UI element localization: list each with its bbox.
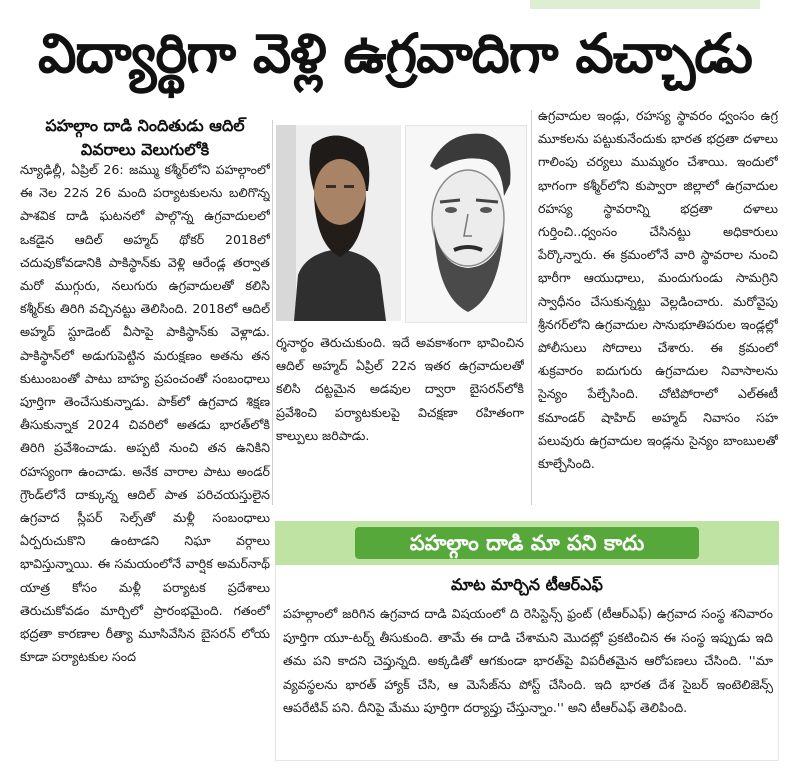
box-subtitle: మాట మార్చిన టీఆర్ఎఫ్: [451, 575, 603, 594]
column-divider-left: [272, 120, 273, 505]
middle-column-body: ర్శనార్థం తెరుచుకుంది. ఇదే అవకాశంగా భావించిన ఆదిల్ అహ్మద్ ఏప్రిల్ 22న ఇతర ఉగ్రవాదులతో కలిసి దట్టమైన అడవుల ద్వారా బైసరన్‌లోకి ప్రవేశించి పర్యాటకులపై విచక్షణా రహితంగా కాల్పులు జరిపాడు.: [276, 335, 524, 443]
middle-column: [276, 331, 524, 501]
bearded-man-photo-icon: [276, 125, 401, 321]
column-divider-right: [531, 110, 532, 505]
box-title: పహల్గాం దాడి మా పని కాదు: [355, 527, 699, 559]
suspect-photo: [276, 125, 401, 321]
top-strip: [0, 0, 790, 12]
left-subheadline: పహల్గాం దాడి నిందితుడు ఆదిల్ వివరాలు వెలుగులోకి: [45, 116, 245, 159]
right-column: [538, 104, 778, 499]
bearded-man-sketch-icon: [406, 126, 526, 322]
box-body: పహల్గాంలో జరిగిన ఉగ్రవాద దాడి విషయంలో ది రెసిస్టెన్స్ ఫ్రంట్ (టీఆర్ఎఫ్) ఉగ్రవాద సంస్థ శనివారం పూర్తిగా యూ-టర్న్ తీసుకుంది. తామే ఈ దాడి చేశామని మొదట్లో ప్రకటించిన ఈ సంస్థ ఇప్పుడు ఇది తమ పని కాదని చెప్తున్నది. అక్కడితో ఆగకుండా భారత్‌పై విపరీతమైన ఆరోపణలు చేసింది. ''మా వ్యవస్థలను భారత్ హ్యాక్ చేసి, ఆ మెసేజ్‌ను పోస్ట్ చేసింది. ఇది భారత దేశ సైబర్ ఇంటెలిజెన్స్ ఆపరేటివ్ పని. దీనిపై మేము పూర్తిగా దర్యాప్తు చేస్తున్నాం.'' అని టీఆర్ఎఫ్ తెలిపింది.: [283, 606, 773, 716]
top-green-band: [530, 0, 760, 9]
left-column-body: న్యూఢిల్లీ, ఏప్రిల్ 26: జమ్ము కశ్మీర్‌లోని పహల్గాంలో ఈ నెల 22న 26 మంది పర్యాటకులను బలిగొన్న పాశవిక దాడి ఘటనలో పాల్గొన్న ఉగ్రవాదులలో ఒకడైన ఆదిల్ అహ్మద్ థోకర్ 2018లో చదువుకోవడానికి పాకిస్థాన్‌కు వెళ్లి ఆరేండ్ల తర్వాత మరో ముగ్గురు, నలుగురు ఉగ్రవాదులతో కలిసి కశ్మీర్‌కు తిరిగి వచ్చినట్టు తెలిసింది. 2018లో ఆదిల్ అహ్మద్ స్టూడెంట్ వీసాపై పాకిస్థాన్‌కు వెళ్లాడు. పాకిస్థాన్‌లో అడుగుపెట్టిన మరుక్షణం అతను తన కుటుంబంతో పాటు బాహ్య ప్రపంచంతో సంబంధాలు పూర్తిగా తెంచేసుకున్నాడు. పాక్‌లో ఉగ్రవాద శిక్షణ తీసుకున్నాక 2024 చివరిలో అతడు భారత్‌లోకి తిరిగి ప్రవేశించాడు. అప్పటి నుంచి తన ఉనికిని రహస్యంగా ఉంచాడు. అనేక వారాల పాటు అండర్ గ్రౌండ్‌లోనే దాక్కున్న ఆదిల్ పాత పరిచయస్తులైన ఉగ్రవాద స్లీపర్ సెల్స్‌తో మళ్లీ సంబంధాలు ఏర్పరుచుకొని ఉంటాడని నిఘా వర్గాలు భావిస్తున్నాయి. ఈ సమయంలోనే వార్షిక అమర్‌నాథ్ యాత్ర కోసం మళ్లీ పర్యాటక ప్రదేశాలు తెరుచుకోవడం మార్చిలో ప్రారంభమైంది. గతంలో భద్రతా కారణాల రీత్యా మూసివేసిన బైసరన్ లోయ కూడా పర్యాటకుల సంద: [20, 162, 270, 665]
suspect-sketch: [405, 125, 527, 323]
headline: విద్యార్థిగా వెళ్లి ఉగ్రవాదిగా వచ్చాడు: [38, 21, 752, 85]
left-column: [20, 158, 270, 768]
right-column-body: ఉగ్రవాదుల ఇండ్లు, రహస్య స్థావరం ధ్వంసం ఉగ్ర మూకలను పట్టుకునేందుకు భారత భద్రతా దళాలు గాలింపు చర్యలు ముమ్మరం చేశాయి. ఇందులో భాగంగా కశ్మీర్‌లోని కుప్వారా జిల్లాలో ఉగ్రవాదుల రహస్య స్థావరాన్ని భద్రతా దళాలు గుర్తించి..ధ్వంసం చేసినట్టు అధికారులు పేర్కొన్నారు. ఈ క్రమంలోనే వారి స్థావరాల నుంచి భారీగా ఆయుధాలు, మందుగుండు సామగ్రిని స్వాధీనం చేసుకున్నట్టు వెల్లడించారు. మరోవైపు శ్రీనగర్‌లోని ఉగ్రవాదుల సానుభూతిపరుల ఇండ్లల్లో పోలీసులు సోదాలు చేశారు. ఈ క్రమంలో శుక్రవారం ఐదుగురు ఉగ్రవాదుల నివాసాలను సైన్యం పేల్చేసింది. చోటిపోరాలో ఎల్‌ఈటీ కమాండర్ షాహిద్ అహ్మద్ నివాసం సహ పలువురు ఉగ్రవాదుల ఇండ్లను సైన్యం బాంబులతో కూల్చేసింది.: [538, 108, 778, 472]
box-title-band: [275, 521, 779, 565]
